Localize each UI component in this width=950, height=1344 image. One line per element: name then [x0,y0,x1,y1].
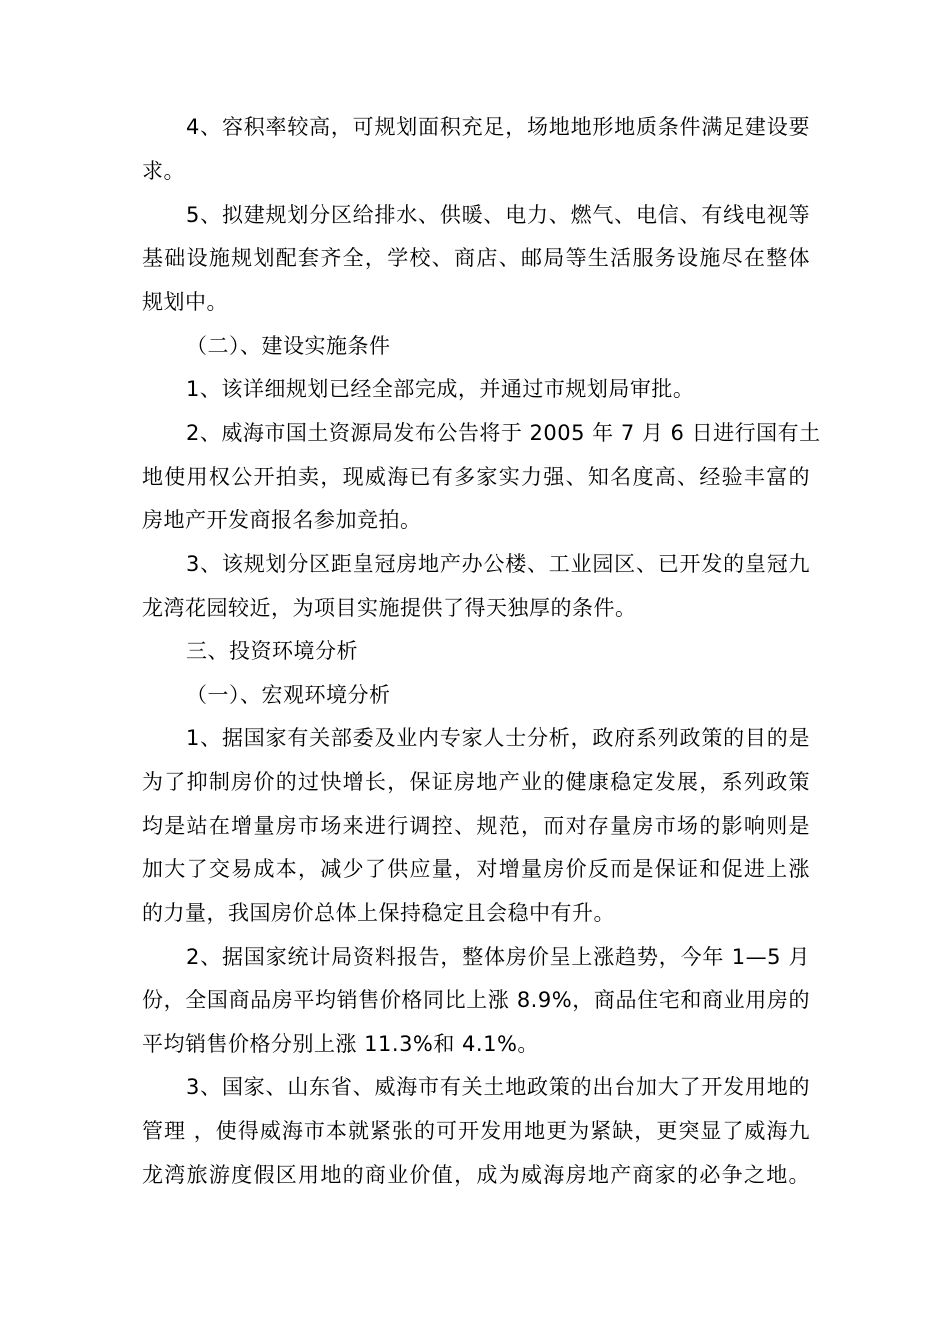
paragraph-line: 3、国家、山东省、威海市有关土地政策的出台加大了开发用地的 [186,1075,810,1099]
paragraph-line: 基础设施规划配套齐全，学校、商店、邮局等生活服务设施尽在整体 [142,246,810,270]
paragraph-line: 龙湾花园较近，为项目实施提供了得天独厚的条件。 [142,596,637,620]
paragraph-line: 1、据国家有关部委及业内专家人士分析，政府系列政策的目的是 [186,726,810,750]
section-heading: 三、投资环境分析 [186,639,358,663]
paragraph-line: 管理 ，使得威海市本就紧张的可开发用地更为紧缺，更突显了威海九 [142,1119,810,1143]
paragraph-line: 房地产开发商报名参加竞拍。 [142,508,422,532]
paragraph-line: 份，全国商品房平均销售价格同比上涨 8.9%，商品住宅和商业用房的 [142,988,810,1012]
paragraph-line: 的力量，我国房价总体上保持稳定且会稳中有升。 [142,901,615,925]
paragraph-line: 龙湾旅游度假区用地的商业价值，成为威海房地产商家的必争之地。 [142,1163,810,1187]
paragraph-line: 求。 [142,159,185,183]
paragraph-line: 平均销售价格分别上涨 11.3%和 4.1%。 [142,1032,539,1056]
paragraph-line: 加大了交易成本，减少了供应量，对增量房价反而是保证和促进上涨 [142,857,810,881]
paragraph-line: 3、该规划分区距皇冠房地产办公楼、工业园区、已开发的皇冠九 [186,552,810,576]
paragraph-line: 5、拟建规划分区给排水、供暖、电力、燃气、电信、有线电视等 [186,203,810,227]
section-subheading: （二）、建设实施条件 [186,334,391,358]
paragraph-line: 4、容积率较高，可规划面积充足，场地地形地质条件满足建设要 [186,115,810,139]
paragraph-line: 1、该详细规划已经全部完成，并通过市规划局审批。 [186,377,695,401]
paragraph-line: 地使用权公开拍卖，现威海已有多家实力强、知名度高、经验丰富的 [142,465,810,489]
paragraph-line: 规划中。 [142,290,228,314]
paragraph-line: 2、威海市国土资源局发布公告将于 2005 年 7 月 6 日进行国有土 [186,421,821,445]
paragraph-line: 均是站在增量房市场来进行调控、规范，而对存量房市场的影响则是 [142,814,810,838]
section-subheading: （一）、宏观环境分析 [186,683,391,707]
paragraph-line: 为了抑制房价的过快增长，保证房地产业的健康稳定发展，系列政策 [142,770,810,794]
paragraph-line: 2、据国家统计局资料报告，整体房价呈上涨趋势，今年 1—5 月 [186,945,810,969]
